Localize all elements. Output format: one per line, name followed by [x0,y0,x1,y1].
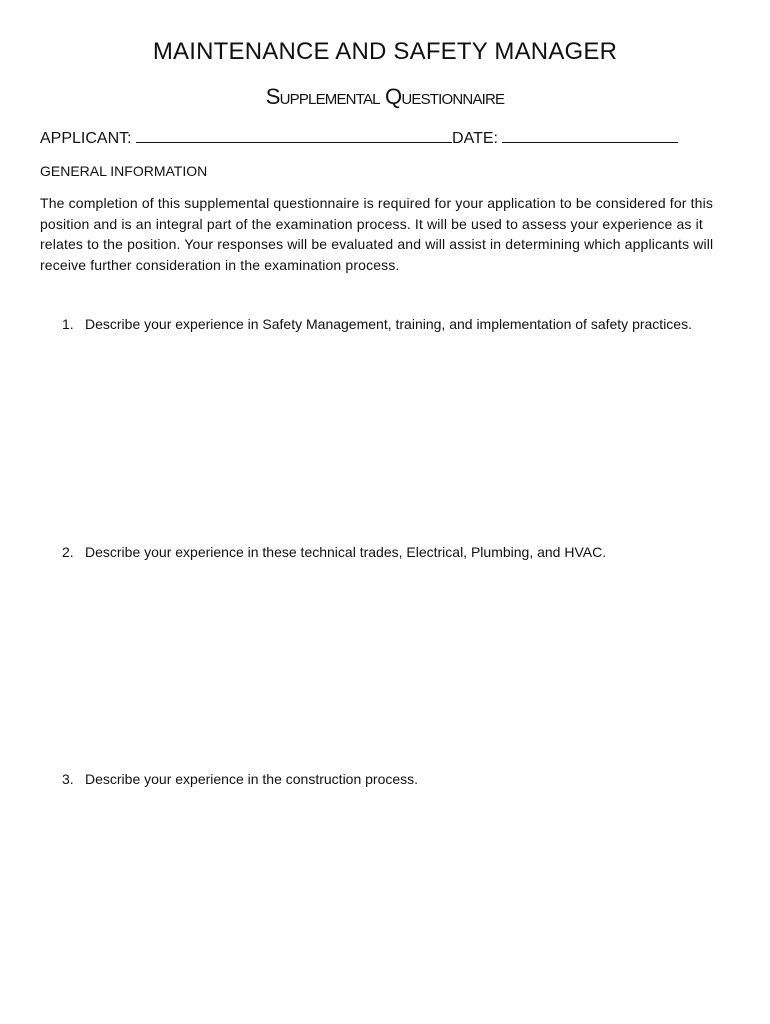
page-subtitle: Supplemental Questionnaire [265,84,505,109]
date-label: DATE: [452,130,498,147]
question-text: Describe your experience in these technical trades, Electrical, Plumbing, and HVAC. [85,544,607,560]
question-text: Describe your experience in Safety Management, training, and implementation of safety practices. [85,316,692,332]
applicant-blank-field[interactable] [136,128,452,143]
page-title: MAINTENANCE AND SAFETY MANAGER [152,38,618,65]
section-heading: GENERAL INFORMATION [40,163,208,179]
question-item [62,769,702,790]
question-number: 3. [62,771,74,787]
applicant-date-line [40,128,678,148]
question-item [62,314,702,335]
question-number: 2. [62,544,74,560]
applicant-label: APPLICANT: [40,130,132,147]
date-blank-field[interactable] [502,128,678,143]
question-text: Describe your experience in the construction process. [85,771,419,787]
question-item [62,542,702,563]
question-number: 1. [62,316,74,332]
intro-paragraph: The completion of this supplemental questionnaire is required for your application to be considered for this position and is an integral part of the examination process. It will be used to assess your experience as it relates to the position. Your responses will be evaluated and will assist in determining which applicants will receive further consideration in the examination process. [40,195,714,273]
